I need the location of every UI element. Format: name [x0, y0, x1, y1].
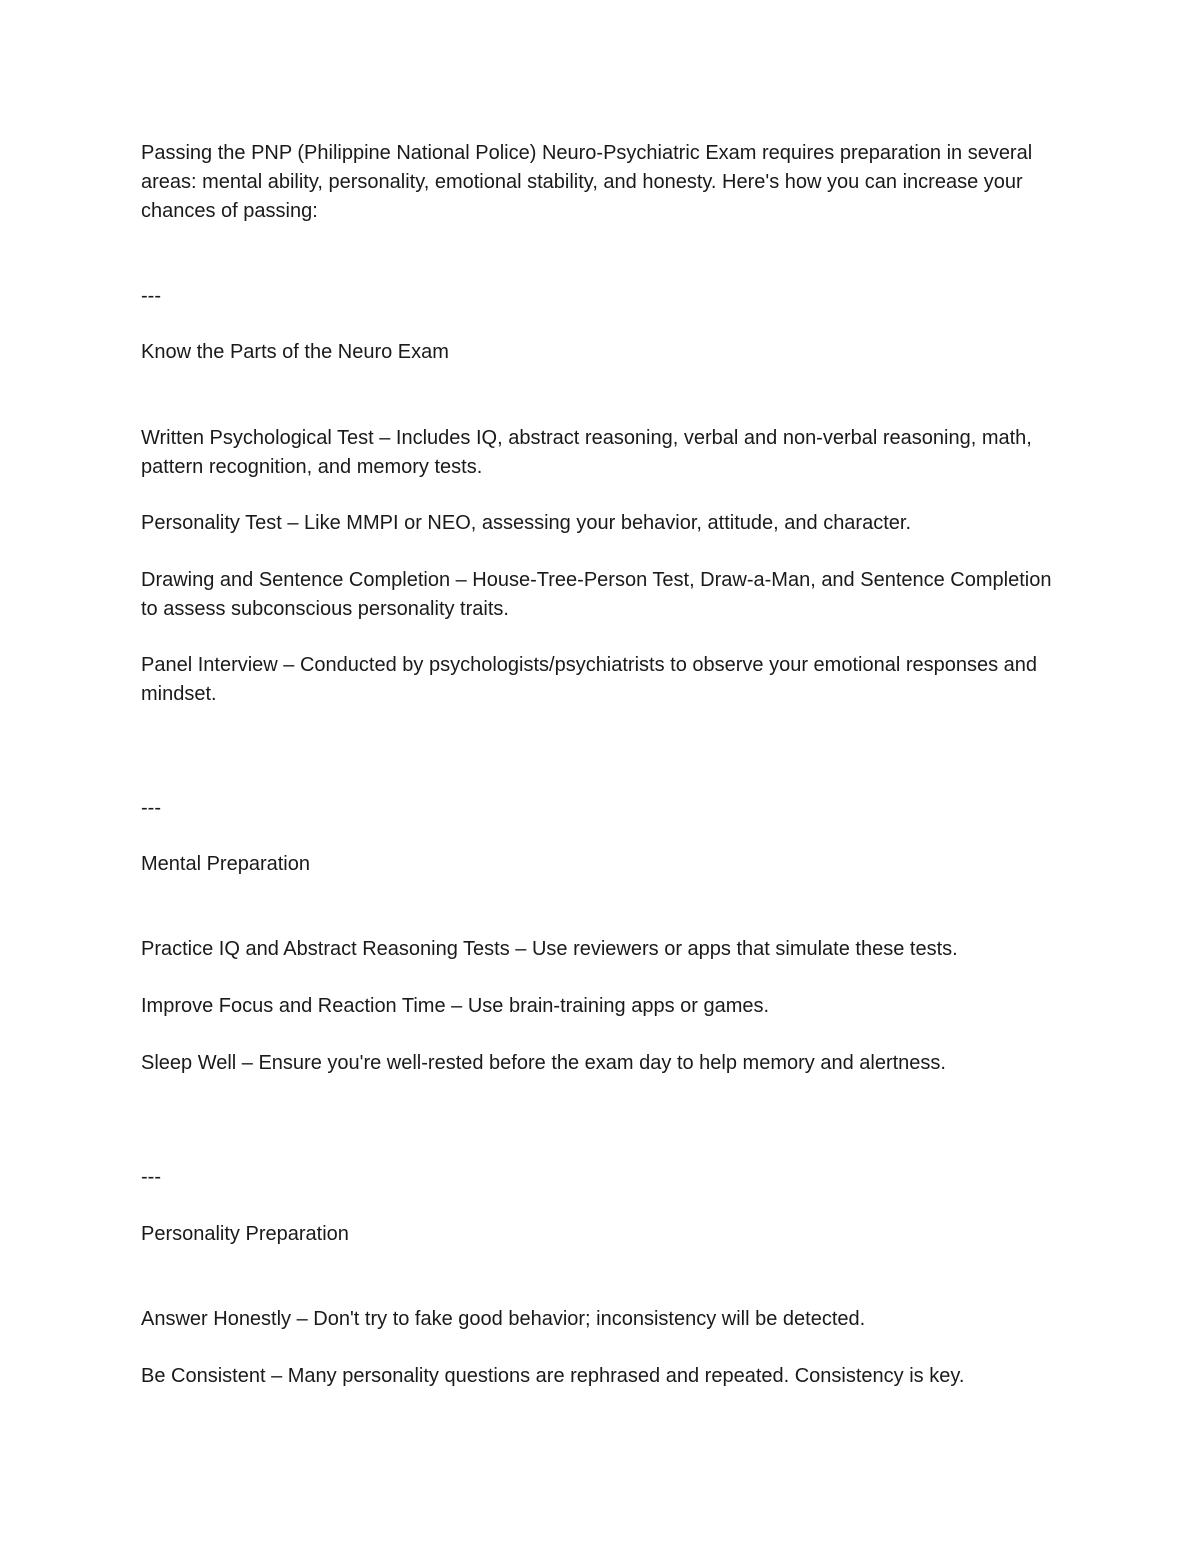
intro-paragraph: Passing the PNP (Philippine National Police) Neuro-Psychiatric Exam requires preparation in several areas: mental ability, personality, emotional stability, and honesty. Here's how you can increase your chances of passing: — [141, 142, 1033, 222]
list-item: Personality Test – Like MMPI or NEO, assessing your behavior, attitude, and character. — [141, 512, 912, 534]
section-heading: Mental Preparation — [141, 853, 310, 875]
section-divider: --- — [141, 285, 161, 307]
section-divider: --- — [141, 1166, 161, 1188]
list-item: Practice IQ and Abstract Reasoning Tests – Use reviewers or apps that simulate these tests. — [141, 938, 958, 960]
list-item: Answer Honestly – Don't try to fake good behavior; inconsistency will be detected. — [141, 1308, 866, 1330]
list-item: Panel Interview – Conducted by psychologists/psychiatrists to observe your emotional responses and mindset. — [141, 654, 1038, 705]
list-item: Be Consistent – Many personality questions are rephrased and repeated. Consistency is key. — [141, 1365, 965, 1387]
section-heading: Personality Preparation — [141, 1223, 349, 1245]
list-item: Drawing and Sentence Completion – House-Tree-Person Test, Draw-a-Man, and Sentence Completion to assess subconscious personality traits. — [141, 569, 1052, 620]
section-heading: Know the Parts of the Neuro Exam — [141, 341, 449, 363]
section-divider: --- — [141, 797, 161, 819]
list-item: Improve Focus and Reaction Time – Use brain-training apps or games. — [141, 995, 770, 1017]
list-item: Written Psychological Test – Includes IQ, abstract reasoning, verbal and non-verbal reasoning, math, pattern recognition, and memory tests. — [141, 427, 1032, 478]
list-item: Sleep Well – Ensure you're well-rested before the exam day to help memory and alertness. — [141, 1052, 946, 1074]
